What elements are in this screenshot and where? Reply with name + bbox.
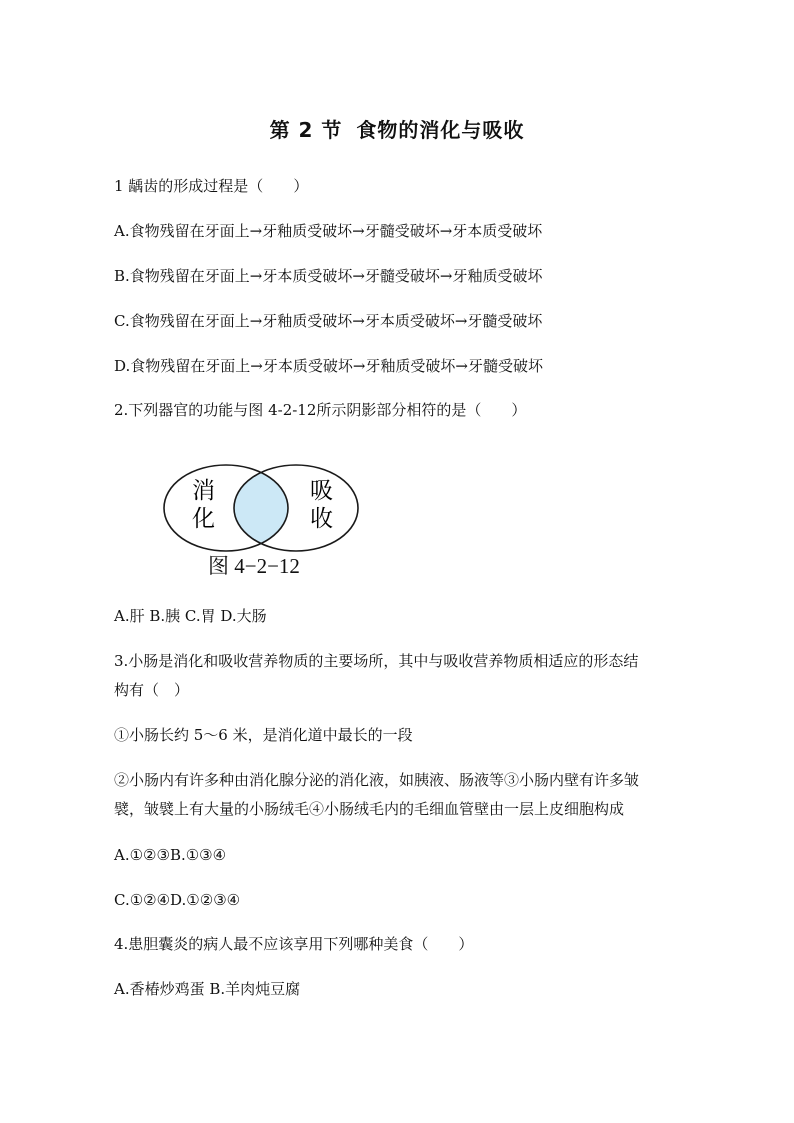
question-1-option-b: B.食物残留在牙面上→牙本质受破坏→牙髓受破坏→牙釉质受破坏 — [114, 267, 543, 285]
question-3-options-line-2: C.①②④D.①②③④ — [114, 891, 241, 909]
venn-label-left-bottom: 化 — [192, 506, 215, 532]
question-3-stem-line-2: 构有（ ） — [114, 681, 190, 699]
section-number: 第 2 节 — [269, 118, 343, 142]
venn-label-left-top: 消 — [192, 478, 215, 504]
question-1-option-c: C.食物残留在牙面上→牙釉质受破坏→牙本质受破坏→牙髓受破坏 — [114, 312, 543, 330]
venn-label-right-top: 吸 — [310, 478, 333, 504]
question-4-stem: 4.患胆囊炎的病人最不应该享用下列哪种美食（ ） — [114, 935, 474, 953]
question-3-item-1: ①小肠长约 5～6 米，是消化道中最长的一段 — [114, 726, 413, 744]
venn-figure — [160, 452, 370, 582]
venn-label-right-bottom: 收 — [310, 506, 333, 532]
question-3-options-line-1: A.①②③B.①③④ — [114, 846, 227, 864]
question-1-option-d: D.食物残留在牙面上→牙本质受破坏→牙釉质受破坏→牙髓受破坏 — [114, 357, 543, 375]
venn-diagram — [160, 452, 370, 552]
section-title: 食物的消化与吸收 — [356, 118, 525, 142]
figure-caption: 图 4−2−12 — [208, 554, 300, 578]
question-2-stem: 2.下列器官的功能与图 4-2-12所示阴影部分相符的是（ ） — [114, 401, 527, 419]
question-4-options: A.香椿炒鸡蛋 B.羊肉炖豆腐 — [114, 980, 301, 998]
question-3-item-2-line-2: 襞，皱襞上有大量的小肠绒毛④小肠绒毛内的毛细血管壁由一层上皮细胞构成 — [114, 800, 625, 818]
question-1-stem: 1 龋齿的形成过程是（ ） — [114, 177, 309, 195]
question-3-item-2-line-1: ②小肠内有许多种由消化腺分泌的消化液，如胰液、肠液等③小肠内壁有许多皱 — [114, 771, 640, 789]
question-2-options: A.肝 B.胰 C.胃 D.大肠 — [114, 607, 267, 625]
question-1-option-a: A.食物残留在牙面上→牙釉质受破坏→牙髓受破坏→牙本质受破坏 — [114, 222, 543, 240]
question-3-stem-line-1: 3.小肠是消化和吸收营养物质的主要场所，其中与吸收营养物质相适应的形态结 — [114, 652, 639, 670]
page-title — [0, 114, 794, 143]
